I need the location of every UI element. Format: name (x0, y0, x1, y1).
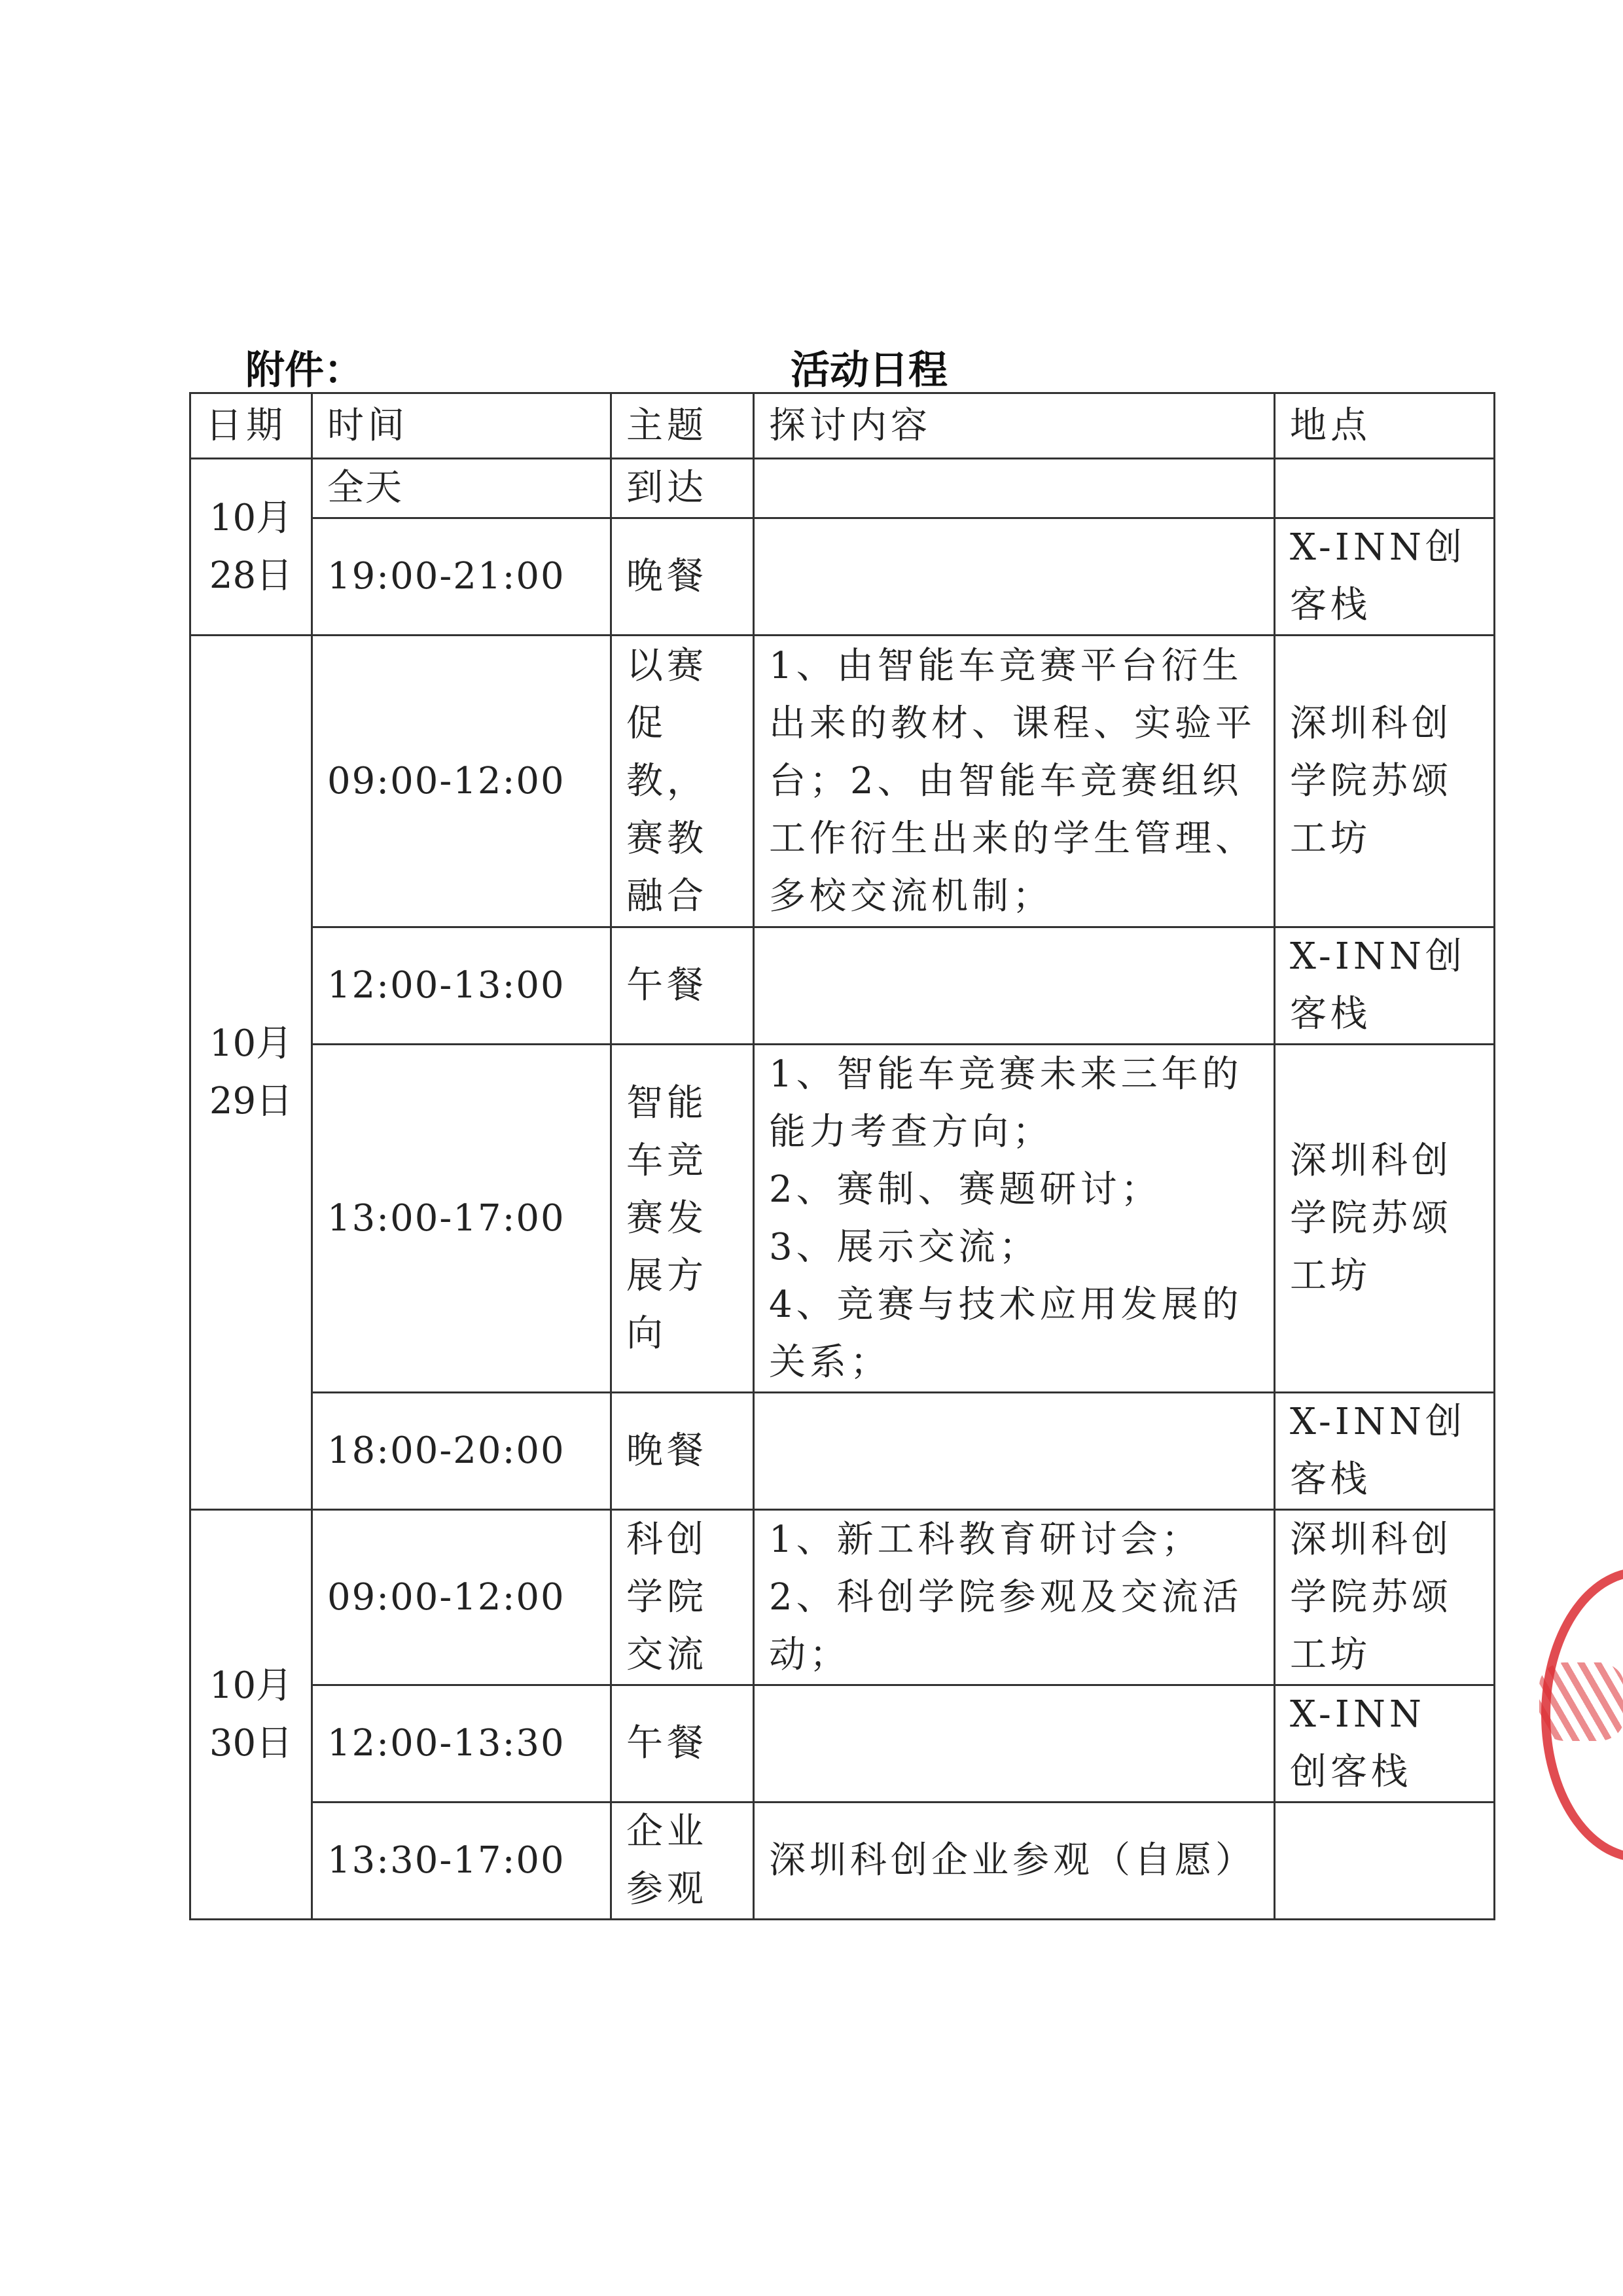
header-content: 探讨内容 (754, 393, 1275, 459)
time-cell: 12:00-13:00 (312, 927, 611, 1045)
location-cell: X-INN 创客栈 (1275, 1685, 1495, 1803)
document-title: 活动日程 (791, 348, 948, 393)
time-cell: 19:00-21:00 (312, 518, 611, 636)
date-month: 10月 (209, 1664, 293, 1707)
content-cell (754, 518, 1275, 636)
topic-cell: 午餐 (611, 927, 754, 1045)
topic-cell: 到达 (611, 459, 754, 518)
location-cell: X-INN创客栈 (1275, 927, 1495, 1045)
content-line: 1、新工科教育研讨会； (769, 1518, 1202, 1561)
content-cell (754, 459, 1275, 518)
time-cell: 全天 (312, 459, 611, 518)
time-cell: 13:00-17:00 (312, 1045, 611, 1393)
table-row (190, 1510, 1495, 1685)
table-row (190, 1393, 1495, 1510)
date-cell-day2 (190, 636, 312, 1510)
header-time: 时间 (312, 393, 611, 459)
table-row (190, 636, 1495, 927)
topic-cell: 以赛促教，赛教融合 (611, 636, 754, 927)
location-cell: 深圳科创学院苏颂工坊 (1275, 636, 1495, 927)
header-location: 地点 (1275, 393, 1495, 459)
location-cell: X-INN创客栈 (1275, 518, 1495, 636)
seal-mark (1539, 1662, 1623, 1741)
table-header-row (190, 393, 1495, 459)
topic-cell: 晚餐 (611, 518, 754, 636)
date-month: 10月 (209, 1022, 293, 1065)
date-cell-day1 (190, 459, 312, 636)
time-cell: 09:00-12:00 (312, 1510, 611, 1685)
content-cell (754, 1685, 1275, 1803)
content-line: 2、科创学院参观及交流活动； (769, 1575, 1243, 1676)
location-cell (1275, 459, 1495, 518)
time-cell: 18:00-20:00 (312, 1393, 611, 1510)
attachment-label: 附件： (245, 348, 363, 393)
content-cell (754, 1045, 1275, 1393)
title-row (0, 327, 1623, 393)
table-row (190, 459, 1495, 518)
date-day: 29日 (209, 1079, 293, 1122)
topic-cell: 企业参观 (611, 1803, 754, 1920)
topic-cell: 科创学院交流 (611, 1510, 754, 1685)
date-day: 30日 (209, 1721, 293, 1765)
header-topic: 主题 (611, 393, 754, 459)
content-cell (754, 1393, 1275, 1510)
topic-cell: 智能车竞赛发展方向 (611, 1045, 754, 1393)
location-cell: 深圳科创学院苏颂工坊 (1275, 1510, 1495, 1685)
content-cell: 深圳科创企业参观（自愿） (754, 1803, 1275, 1920)
date-day: 28日 (209, 554, 293, 597)
location-cell: X-INN创客栈 (1275, 1393, 1495, 1510)
content-line: 2、赛制、赛题研讨； (769, 1168, 1162, 1211)
date-month: 10月 (209, 496, 293, 539)
content-cell: 1、由智能车竞赛平台衍生出来的教材、课程、实验平台；2、由智能车竞赛组织工作衍生出来的学生管理、多校交流机制； (754, 636, 1275, 927)
location-cell (1275, 1803, 1495, 1920)
date-cell-day3 (190, 1510, 312, 1920)
table-row (190, 1803, 1495, 1920)
time-cell: 13:30-17:00 (312, 1803, 611, 1920)
table-row (190, 518, 1495, 636)
table-row (190, 1045, 1495, 1393)
content-line: 3、展示交流； (769, 1225, 1040, 1268)
time-cell: 09:00-12:00 (312, 636, 611, 927)
topic-cell: 晚餐 (611, 1393, 754, 1510)
header-date: 日期 (190, 393, 312, 459)
content-line: 4、竞赛与技术应用发展的关系； (769, 1283, 1243, 1384)
topic-cell: 午餐 (611, 1685, 754, 1803)
content-cell (754, 927, 1275, 1045)
content-cell (754, 1510, 1275, 1685)
time-cell: 12:00-13:30 (312, 1685, 611, 1803)
schedule-table (189, 392, 1495, 1920)
location-cell: 深圳科创学院苏颂工坊 (1275, 1045, 1495, 1393)
content-line: 1、智能车竞赛未来三年的能力考查方向； (769, 1052, 1243, 1153)
table-row (190, 1685, 1495, 1803)
table-row (190, 927, 1495, 1045)
